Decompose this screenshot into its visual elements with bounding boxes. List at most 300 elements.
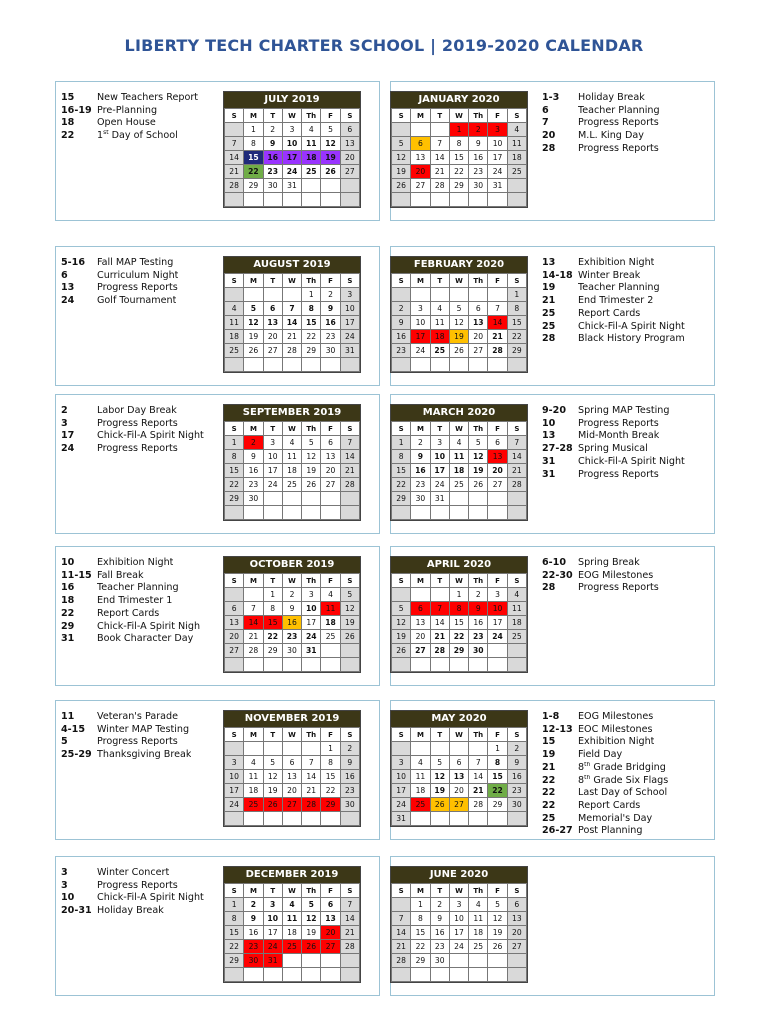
day-cell: 7 [302,756,321,770]
day-cell: 5 [430,756,449,770]
event-date: 19 [542,749,556,761]
event-date: 10 [61,892,75,904]
weekday-header: S [225,109,244,123]
day-cell: 13 [488,450,507,464]
day-cell [449,812,468,826]
event-text: M.L. King Day [578,130,644,142]
day-cell: 29 [488,798,507,812]
weekday-header: S [507,728,526,742]
page-title: LIBERTY TECH CHARTER SCHOOL | 2019-2020 CALENDAR [124,36,644,55]
event-date: 25-29 [61,749,92,761]
day-cell: 15 [449,151,468,165]
day-cell [282,492,301,506]
day-cell [488,658,507,672]
day-cell: 8 [392,450,411,464]
day-cell: 9 [469,602,488,616]
day-cell [507,658,526,672]
day-cell: 17 [263,926,282,940]
day-cell: 7 [392,912,411,926]
day-cell [321,358,340,372]
day-cell: 16 [430,926,449,940]
day-cell: 21 [430,630,449,644]
event-date: 5 [61,736,68,748]
day-cell: 8 [244,137,263,151]
day-cell: 19 [302,464,321,478]
event-item [61,105,219,118]
day-cell: 11 [321,602,340,616]
day-cell: 22 [225,478,244,492]
weekday-header: S [507,422,526,436]
day-cell [244,588,263,602]
day-cell: 8 [449,602,468,616]
event-item [61,608,219,621]
event-date: 31 [542,468,556,480]
day-cell: 25 [244,798,263,812]
day-cell: 12 [449,316,468,330]
day-cell: 28 [392,954,411,968]
day-cell [411,812,430,826]
event-date: 17 [61,430,75,442]
day-cell [282,658,301,672]
event-item [61,905,219,918]
event-date: 25 [542,320,556,332]
weekday-header: S [340,422,359,436]
weekday-header: W [449,422,468,436]
day-cell: 13 [340,137,359,151]
day-cell: 16 [469,151,488,165]
day-cell [302,812,321,826]
day-cell: 22 [411,940,430,954]
day-cell [430,123,449,137]
event-item [542,775,712,788]
day-cell [507,492,526,506]
day-cell [340,812,359,826]
event-date: 13 [542,257,556,268]
day-cell: 9 [340,756,359,770]
weekday-header: S [225,574,244,588]
event-text: Report Cards [97,607,160,619]
day-cell: 16 [244,926,263,940]
day-cell: 4 [469,898,488,912]
day-cell [488,492,507,506]
day-cell [263,358,282,372]
event-item [542,749,712,762]
day-cell: 3 [282,123,301,137]
event-item [61,880,219,893]
day-cell [244,968,263,982]
day-cell: 30 [244,492,263,506]
day-cell: 25 [282,940,301,954]
month-block-september-2019 [55,394,380,534]
event-text: Open House [97,117,156,129]
day-cell [263,492,282,506]
day-cell: 1 [263,588,282,602]
day-cell: 5 [392,602,411,616]
events-list [542,405,712,481]
day-cell: 28 [507,478,526,492]
event-date: 3 [61,879,68,891]
event-item [542,557,712,570]
weekday-header: S [507,109,526,123]
day-cell [302,954,321,968]
day-cell [244,288,263,302]
day-cell: 23 [263,165,282,179]
day-cell: 7 [225,137,244,151]
day-cell: 16 [411,464,430,478]
weekday-header: S [225,884,244,898]
day-cell [411,288,430,302]
event-text: Spring Break [578,557,640,568]
weekday-header: S [225,728,244,742]
day-cell: 4 [411,756,430,770]
event-date: 18 [61,595,75,607]
day-cell: 29 [321,798,340,812]
day-cell: 4 [321,588,340,602]
day-cell [340,658,359,672]
day-cell [321,968,340,982]
event-item [542,813,712,826]
weekday-header: W [449,574,468,588]
day-cell: 25 [469,940,488,954]
day-cell: 21 [507,464,526,478]
weekday-header: S [392,274,411,288]
weekday-header: Th [302,274,321,288]
day-cell [263,288,282,302]
day-cell: 30 [263,179,282,193]
day-cell: 20 [469,330,488,344]
day-cell: 2 [469,123,488,137]
day-cell [282,288,301,302]
day-cell [225,968,244,982]
event-item [542,295,712,308]
day-cell: 4 [282,898,301,912]
day-cell: 28 [302,798,321,812]
day-cell [488,288,507,302]
day-cell [225,506,244,520]
weekday-header: M [244,109,263,123]
day-cell: 6 [411,137,430,151]
event-date: 28 [542,582,556,594]
event-text: Last Day of School [578,787,668,799]
day-cell: 16 [321,316,340,330]
day-cell: 6 [488,436,507,450]
day-cell: 27 [225,644,244,658]
events-list [61,405,219,456]
day-cell: 10 [488,602,507,616]
event-text: Fall Break [97,569,144,581]
day-cell [411,506,430,520]
day-cell: 23 [430,940,449,954]
day-cell: 6 [263,302,282,316]
day-cell: 26 [340,630,359,644]
month-calendar [390,710,528,827]
weekday-header: S [392,884,411,898]
weekday-header: S [392,109,411,123]
month-block-june-2020 [390,856,715,996]
day-cell: 27 [411,644,430,658]
day-cell: 27 [321,940,340,954]
day-cell: 27 [263,344,282,358]
weekday-header: W [282,728,301,742]
day-cell: 10 [282,137,301,151]
month-title: JUNE 2020 [391,867,527,883]
day-cell: 5 [392,137,411,151]
event-text: Thanksgiving Break [97,749,192,761]
event-item [542,456,712,469]
day-cell: 29 [392,492,411,506]
weekday-header: S [340,574,359,588]
day-cell: 20 [263,330,282,344]
event-date: 22-30 [542,569,573,581]
day-cell: 28 [225,179,244,193]
day-cell: 23 [507,784,526,798]
day-cell [430,658,449,672]
day-cell: 15 [392,464,411,478]
day-cell: 14 [244,616,263,630]
weekday-header: T [430,109,449,123]
day-cell: 20 [321,464,340,478]
day-cell: 21 [340,464,359,478]
weekday-header: S [507,574,526,588]
event-date: 3 [61,417,68,429]
weekday-header: T [263,884,282,898]
day-cell: 30 [321,344,340,358]
day-cell: 19 [263,784,282,798]
day-cell: 15 [225,464,244,478]
day-cell: 7 [430,137,449,151]
day-cell: 13 [411,151,430,165]
event-date: 25 [542,812,556,824]
events-list [542,711,712,838]
day-cell: 19 [469,464,488,478]
day-cell: 11 [507,137,526,151]
day-cell: 1 [411,898,430,912]
day-cell: 1 [321,742,340,756]
day-cell: 24 [392,798,411,812]
day-cell [507,954,526,968]
event-date: 11-15 [61,569,92,581]
day-cell: 26 [321,165,340,179]
day-cell: 18 [449,464,468,478]
day-cell: 3 [411,302,430,316]
day-cell [469,968,488,982]
day-cell [449,954,468,968]
day-cell: 6 [411,602,430,616]
day-cell: 15 [488,770,507,784]
day-cell [282,506,301,520]
day-cell [430,506,449,520]
day-cell: 25 [321,630,340,644]
month-calendar [390,91,528,208]
event-item [542,333,712,346]
day-cell: 12 [244,316,263,330]
day-cell: 17 [488,151,507,165]
day-cell: 10 [263,912,282,926]
event-text: Report Cards [578,307,641,319]
day-cell: 24 [263,940,282,954]
event-item [61,867,219,880]
month-calendar [223,404,361,521]
event-item [61,117,219,130]
day-cell [282,968,301,982]
weekday-header: Th [302,884,321,898]
day-cell: 3 [302,588,321,602]
event-item [61,257,219,270]
event-date: 20 [542,130,556,142]
day-cell: 29 [225,954,244,968]
event-item [542,282,712,295]
events-list [61,257,219,308]
day-cell: 27 [507,940,526,954]
day-cell: 11 [469,912,488,926]
day-cell: 8 [411,912,430,926]
day-cell: 1 [244,123,263,137]
event-item [542,92,712,105]
weekday-header: T [430,728,449,742]
day-cell [321,644,340,658]
day-cell [488,193,507,207]
day-cell: 29 [263,644,282,658]
month-block-february-2020 [390,246,715,386]
day-cell: 1 [225,436,244,450]
weekday-header: S [340,728,359,742]
events-list [61,557,219,646]
day-cell [392,588,411,602]
day-cell [411,588,430,602]
day-cell: 15 [321,770,340,784]
day-cell: 8 [449,137,468,151]
day-cell: 29 [411,954,430,968]
event-date: 26-27 [542,825,573,837]
day-cell: 17 [488,616,507,630]
day-cell: 19 [449,330,468,344]
day-cell [225,812,244,826]
event-date: 10 [61,557,75,568]
day-cell: 22 [321,784,340,798]
weekday-header: T [430,884,449,898]
day-cell: 19 [321,151,340,165]
day-cell [469,658,488,672]
day-cell: 31 [263,954,282,968]
day-cell: 2 [392,302,411,316]
month-calendar [390,556,528,673]
day-cell: 6 [340,123,359,137]
event-date: 13 [542,430,556,442]
day-cell: 9 [392,316,411,330]
day-cell: 8 [302,302,321,316]
event-item [542,130,712,143]
day-cell [244,193,263,207]
event-date: 31 [542,455,556,467]
day-cell [469,742,488,756]
event-item [542,762,712,775]
day-cell: 21 [430,165,449,179]
weekday-header: F [321,728,340,742]
month-calendar [390,256,528,373]
day-cell [225,742,244,756]
month-title: MARCH 2020 [391,405,527,421]
event-item [542,582,712,595]
event-item [542,724,712,737]
day-cell: 16 [282,616,301,630]
event-date: 5-16 [61,257,86,268]
day-cell: 17 [449,926,468,940]
day-cell: 14 [392,926,411,940]
event-date: 31 [61,633,75,645]
day-cell [392,123,411,137]
event-date: 6 [61,269,68,281]
event-item [61,892,219,905]
event-text: Spring MAP Testing [578,405,670,416]
day-cell: 28 [340,940,359,954]
weekday-header: M [411,109,430,123]
day-cell: 23 [340,784,359,798]
day-cell: 9 [411,450,430,464]
day-cell [411,968,430,982]
day-cell [321,179,340,193]
day-cell: 11 [430,316,449,330]
event-text: Golf Tournament [97,295,177,307]
events-list [542,257,712,346]
weekday-header: S [340,274,359,288]
day-cell: 22 [244,165,263,179]
day-cell: 4 [225,302,244,316]
day-cell [340,968,359,982]
event-text: Winter Break [578,269,641,281]
day-cell: 16 [340,770,359,784]
day-cell [340,193,359,207]
day-cell: 23 [282,630,301,644]
event-date: 22 [61,607,75,619]
weekday-header: Th [469,574,488,588]
day-cell: 6 [469,302,488,316]
day-cell: 24 [263,478,282,492]
day-cell: 27 [469,344,488,358]
day-cell [321,193,340,207]
day-cell [449,506,468,520]
day-cell: 2 [263,123,282,137]
day-cell: 24 [225,798,244,812]
weekday-header: M [411,422,430,436]
event-date: 3 [61,867,68,878]
event-text: Winter Concert [97,867,170,878]
day-cell: 10 [488,137,507,151]
day-cell: 26 [392,644,411,658]
event-item [61,724,219,737]
day-cell: 2 [469,588,488,602]
weekday-header: S [392,574,411,588]
day-cell [263,812,282,826]
day-cell: 15 [225,926,244,940]
event-date: 11 [61,711,75,722]
day-cell: 12 [263,770,282,784]
event-item [542,321,712,334]
day-cell [321,658,340,672]
event-date: 27-28 [542,443,573,455]
event-item [542,825,712,838]
day-cell: 21 [488,330,507,344]
day-cell: 10 [225,770,244,784]
event-text: New Teachers Report [97,92,199,103]
event-text: EOG Milestones [578,569,654,581]
day-cell: 27 [321,478,340,492]
weekday-header: W [449,109,468,123]
event-date: 6 [542,104,549,116]
event-text: Spring Musical [578,443,648,455]
day-cell: 14 [340,912,359,926]
event-text: End Trimester 1 [97,595,173,607]
event-text: Progress Reports [578,142,659,154]
